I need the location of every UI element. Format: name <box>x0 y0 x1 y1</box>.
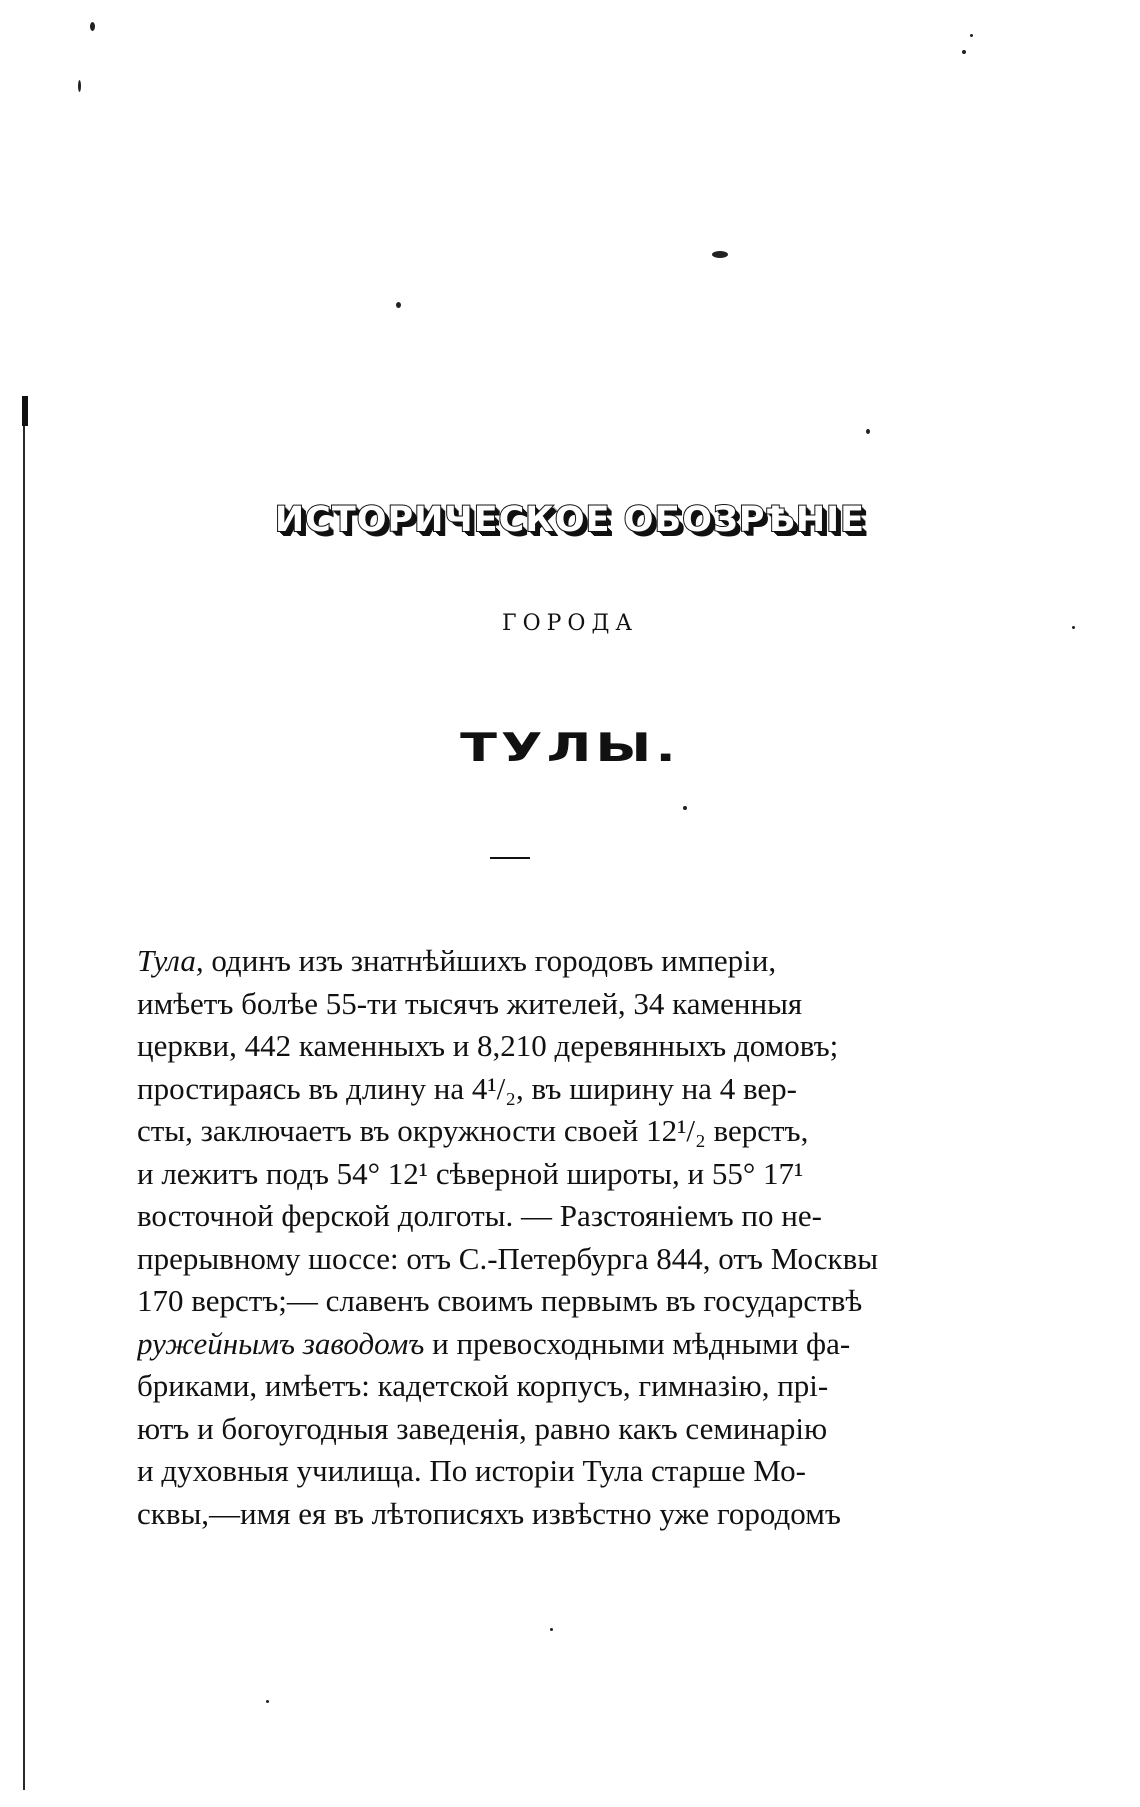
scan-speck <box>396 302 401 308</box>
scan-speck <box>550 1628 553 1631</box>
text-line-rest: и превосходными мѣдными фа- <box>424 1325 851 1361</box>
first-word: Тула, <box>137 943 204 978</box>
text-line <box>137 1323 917 1366</box>
scan-speck <box>90 22 95 31</box>
text-line: сты, заключаетъ въ окружности своей 12¹/₂ верстъ, <box>137 1113 809 1148</box>
page-title: ИСТОРИЧЕСКОЕ ОБОЗРѢНІЕ <box>274 500 866 540</box>
scan-speck <box>683 806 687 810</box>
text-line-rest: одинъ изъ знатнѣйшихъ городовъ имперіи, <box>203 943 777 978</box>
section-rule <box>490 857 530 859</box>
scan-speck <box>78 80 81 92</box>
text-line: и духовныя училища. По исторіи Тула старше Мо- <box>137 1453 806 1488</box>
scan-speck <box>266 1700 269 1703</box>
text-line: церкви, 442 каменныхъ и 8,210 деревянныхъ домовъ; <box>137 1028 839 1063</box>
text-line: восточной ферской долготы. — Разстояніемъ по не- <box>137 1198 822 1233</box>
scan-speck <box>712 251 728 258</box>
scan-speck <box>962 50 966 54</box>
text-line <box>137 940 917 983</box>
text-line: ютъ и богоугодныя заведенія, равно какъ семинарію <box>137 1410 828 1446</box>
text-line: простираясь въ длину на 4¹/₂, въ ширину на 4 вер- <box>137 1070 797 1106</box>
italic-phrase: ружейнымъ заводомъ <box>137 1325 425 1361</box>
scan-speck <box>970 34 973 37</box>
text-line: 170 верстъ;— славенъ своимъ первымъ въ государствѣ <box>137 1283 863 1318</box>
text-line: и лежитъ подъ 54° 12¹ сѣверной широты, и 55° 17¹ <box>137 1155 804 1191</box>
page-gutter-mark <box>22 396 28 426</box>
text-line: бриками, имѣетъ: кадетской корпусъ, гимназію, прі- <box>137 1368 829 1403</box>
page-subtitle: ГОРОДА <box>502 611 638 636</box>
text-line: прерывному шоссе: отъ С.-Петербурга 844, отъ Москвы <box>137 1240 879 1276</box>
page-gutter-line <box>23 400 25 1790</box>
city-title: ТУЛЫ. <box>460 724 680 771</box>
scan-speck <box>866 429 870 434</box>
text-line: имѣетъ болѣе 55-ти тысячъ жителей, 34 каменныя <box>137 985 803 1021</box>
body-paragraph <box>137 940 917 1535</box>
text-line: сквы,—имя ея въ лѣтописяхъ извѣстно уже городомъ <box>137 1495 841 1531</box>
